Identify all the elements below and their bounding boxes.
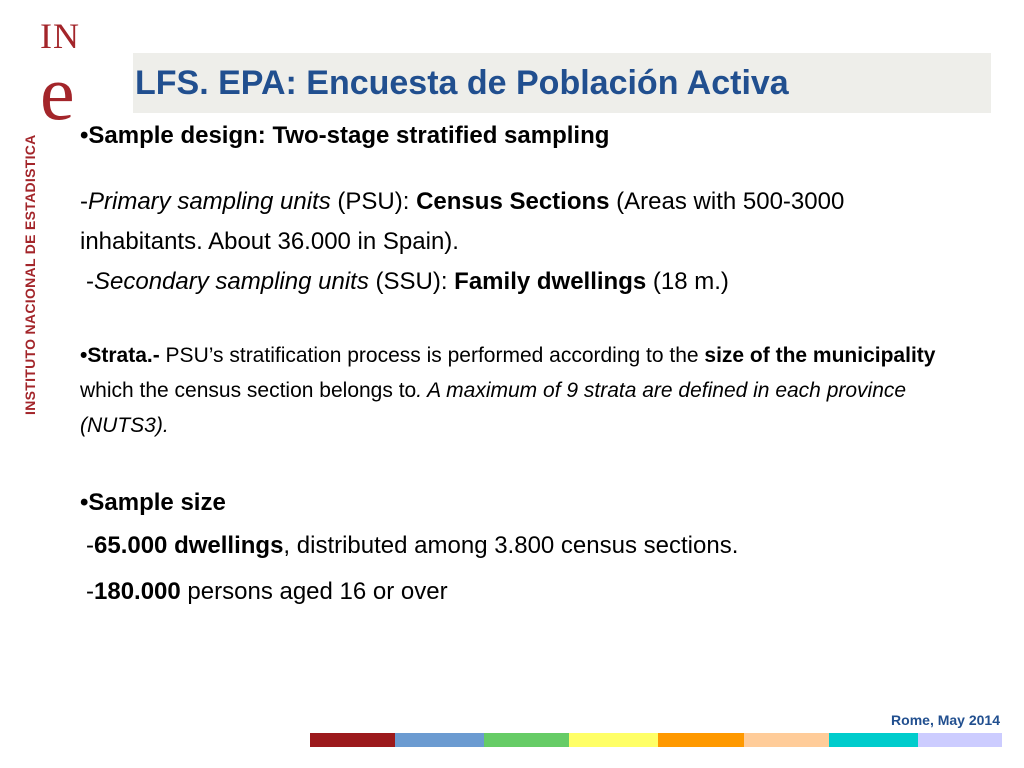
color-strip (310, 733, 1002, 747)
strip-segment-green (484, 733, 569, 747)
strip-segment-teal (829, 733, 918, 747)
strip-segment-blue (395, 733, 484, 747)
persons-line: -180.000 persons aged 16 or over (86, 578, 448, 605)
strip-segment-orange (658, 733, 744, 747)
bullet-sample-size: •Sample size (80, 489, 226, 516)
logo-text-top: IN (40, 16, 80, 56)
dwellings-line: -65.000 dwellings, distributed among 3.800 census sections. (86, 532, 739, 559)
slide-content (80, 116, 960, 615)
strip-segment-lavender (918, 733, 1002, 747)
psu-paragraph: -Primary sampling units (PSU): Census Sections (Areas with 500-3000 inhabitants. About 36.000 in Spain). (80, 188, 845, 255)
bullet-sample-design: •Sample design: Two-stage stratified sampling (80, 122, 610, 149)
logo-text-e: e (40, 49, 75, 136)
strip-segment-dark-red (310, 733, 395, 747)
ssu-paragraph: -Secondary sampling units (SSU): Family dwellings (18 m.) (86, 268, 729, 295)
slide-title: LFS. EPA: Encuesta de Población Activa (135, 64, 789, 102)
footer-date: Rome, May 2014 (891, 712, 1000, 728)
strip-segment-peach (744, 733, 829, 747)
strata-paragraph: •Strata.- PSU’s stratification process is performed according to the size of the municipality which the census section belongs to. A maximum of 9 strata are defined in each province (NUTS3). (80, 344, 936, 437)
institute-label: INSTITUTO NACIONAL DE ESTADISTICA (22, 134, 38, 415)
ine-logo (40, 16, 100, 136)
strip-segment-yellow (569, 733, 658, 747)
